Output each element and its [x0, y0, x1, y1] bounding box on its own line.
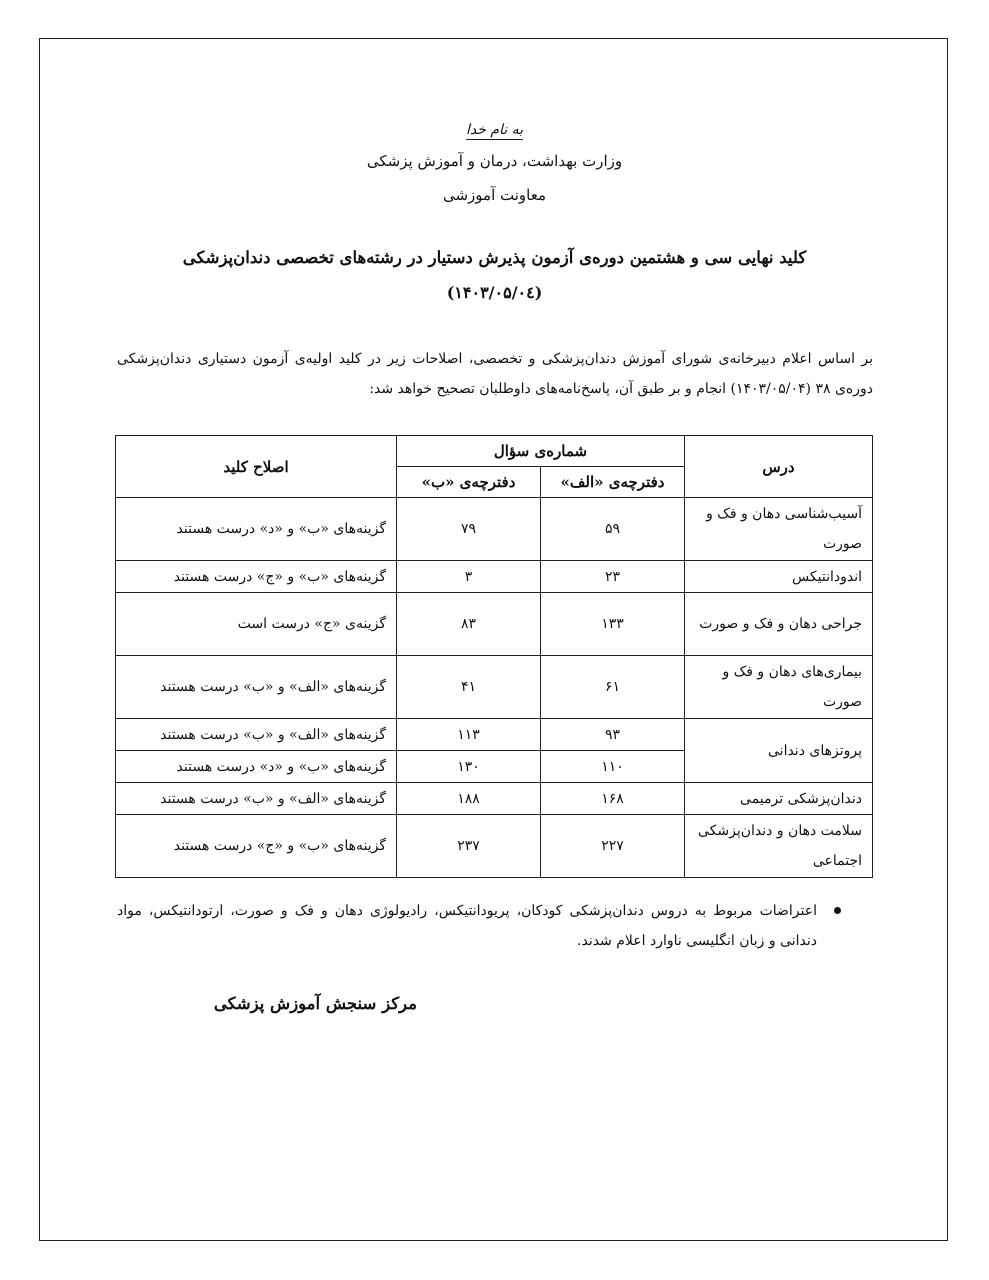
- correction-cell: گزینه‌های «الف» و «ب» درست هستند: [116, 783, 397, 815]
- correction-cell: گزینه‌های «الف» و «ب» درست هستند: [116, 719, 397, 751]
- subject-cell: دندان‌پزشکی ترمیمی: [685, 783, 873, 815]
- ministry-name: وزارت بهداشت، درمان و آموزش پزشکی: [366, 152, 623, 170]
- subject-cell: جراحی دهان و فک و صورت: [685, 593, 873, 656]
- table-row: [116, 593, 873, 656]
- booklet-a-cell: ۱۳۳: [541, 593, 685, 656]
- signature: مرکز سنجش آموزش پزشکی: [213, 994, 417, 1013]
- correction-cell: گزینه‌های «ب» و «د» درست هستند: [116, 751, 397, 783]
- subject-cell: پروتزهای دندانی: [685, 719, 873, 783]
- subject-cell: اندودانتیکس: [685, 561, 873, 593]
- booklet-a-cell: ۱۱۰: [541, 751, 685, 783]
- deputy-name: معاونت آموزشی: [442, 186, 547, 204]
- header-correction: اصلاح کلید: [116, 436, 397, 498]
- booklet-b-cell: ۳: [397, 561, 541, 593]
- booklet-b-cell: ۷۹: [397, 498, 541, 561]
- table-row: [116, 815, 873, 878]
- answer-key-table: [115, 435, 873, 878]
- table-row: [116, 498, 873, 561]
- booklet-a-cell: ۹۳: [541, 719, 685, 751]
- bullet-icon: [834, 907, 841, 914]
- table-row: [116, 783, 873, 815]
- correction-cell: گزینه‌های «ب» و «ج» درست هستند: [116, 815, 397, 878]
- booklet-a-cell: ۲۳: [541, 561, 685, 593]
- subject-cell: آسیب‌شناسی دهان و فک و صورت: [685, 498, 873, 561]
- correction-cell: گزینه‌ی «ج» درست است: [116, 593, 397, 656]
- correction-cell: گزینه‌های «الف» و «ب» درست هستند: [116, 656, 397, 719]
- booklet-b-cell: ۴۱: [397, 656, 541, 719]
- document-title: کلید نهایی سی و هشتمین دوره‌ی آزمون پذیرش دستیار در رشته‌های تخصصی دندان‌پزشکی: [182, 248, 807, 267]
- objections-note: اعتراضات مربوط به دروس دندان‌پزشکی کودکان، پریودانتیکس، رادیولوژی دهان و فک و صورت، ارتودانتیکس، مواد دندانی و زبان انگلیسی ناوارد اعلام شدند.: [117, 903, 817, 949]
- booklet-b-cell: ۱۳۰: [397, 751, 541, 783]
- booklet-a-cell: ۱۶۸: [541, 783, 685, 815]
- booklet-b-cell: ۱۱۳: [397, 719, 541, 751]
- correction-cell: گزینه‌های «ب» و «د» درست هستند: [116, 498, 397, 561]
- document-date: (۱۴۰۳/۰۵/۰٤): [446, 283, 543, 302]
- subject-cell: بیماری‌های دهان و فک و صورت: [685, 656, 873, 719]
- table-row: [116, 656, 873, 719]
- booklet-b-cell: ۲۳۷: [397, 815, 541, 878]
- booklet-a-cell: ۵۹: [541, 498, 685, 561]
- header-booklet-a: دفترچه‌ی «الف»: [541, 467, 685, 498]
- intro-paragraph: بر اساس اعلام دبیرخانه‌ی شورای آموزش دندان‌پزشکی و تخصصی، اصلاحات زیر در کلید اولیه‌ی آزمون دستیاری دندان‌پزشکی دوره‌ی ۳۸ (۱۴۰۳/۰۵/۰۴) انجام و بر طبق آن، پاسخ‌نامه‌های داوطلبان تصحیح خواهد شد:: [117, 351, 873, 397]
- bismillah: به نام خدا: [465, 122, 524, 138]
- header-subject: درس: [685, 436, 873, 498]
- subject-cell: سلامت دهان و دندان‌پزشکی اجتماعی: [685, 815, 873, 878]
- header-question-number: شماره‌ی سؤال: [397, 436, 685, 467]
- booklet-b-cell: ۸۳: [397, 593, 541, 656]
- table-row: [116, 561, 873, 593]
- correction-cell: گزینه‌های «ب» و «ج» درست هستند: [116, 561, 397, 593]
- booklet-a-cell: ۶۱: [541, 656, 685, 719]
- header-booklet-b: دفترچه‌ی «ب»: [397, 467, 541, 498]
- booklet-a-cell: ۲۲۷: [541, 815, 685, 878]
- booklet-b-cell: ۱۸۸: [397, 783, 541, 815]
- table-row: [116, 719, 873, 751]
